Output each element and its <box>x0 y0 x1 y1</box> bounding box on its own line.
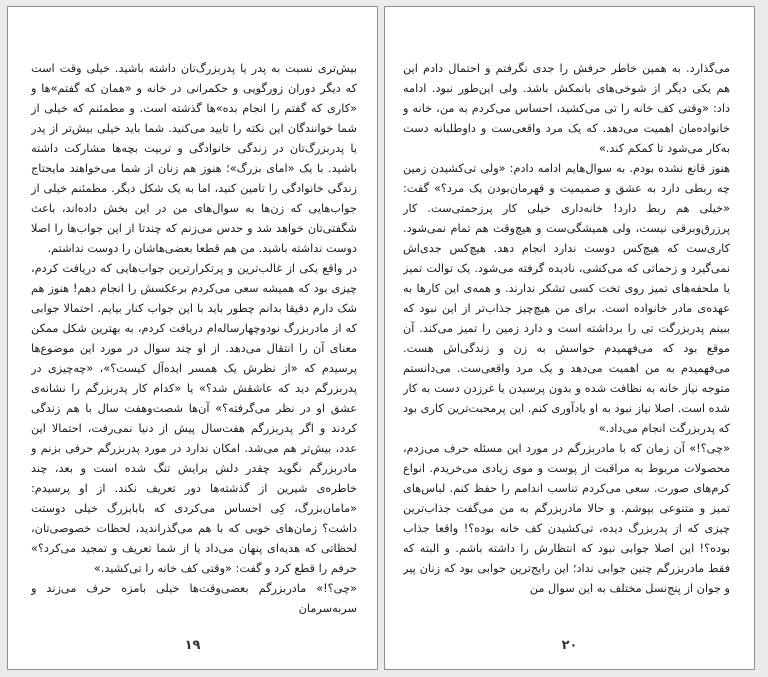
paragraph: «چی؟!» آن زمان که با مادربزرگم در مورد این مسئله حرف می‌زدم، محصولات مربوط به مراقبت از پوست و موی زیادی می‌خریدم. انواع کرم‌های صورت. سعی می‌کردم تناسب اندامم را حفظ کنم. لباس‌های تمیز و متنوعی بپوشم. و حالا مادربزرگم به من می‌گفت جذاب‌ترین چیزی که از پدربزرگ دیده، تی‌کشیدن کف خانه بوده؟! واقعا جذاب بوده؟! این اصلا جوابی نبود که انتظارش را داشته باشم. و البته که فقط مادربزرگم چنین جوابی نداد؛ این رایج‌ترین جوابی بود که زنان پیر و جوان از پنج‌نسل مختلف به این سوال من <box>403 442 730 595</box>
right-page <box>384 6 755 670</box>
right-page-text <box>403 59 730 623</box>
paragraph: بیش‌تری نسبت به پدر یا پدربزرگ‌تان داشته باشید. خیلی وقت است که دیگر دوران زورگویی و حکمرانی در خانه و «همان که گفتم»ها و «کاری که گفتم را انجام بده»ها گذشته است. و مطمئنم که خیلی از شما خوانندگان این نکته را تایید می‌کنید. شما باید خیلی بیش‌تر از پدر یا پدربزرگ‌تان در زندگی خانوادگی و تربیت بچه‌ها مشارکت داشته باشید. با یک «امای بزرگ»؛ هنوز هم زنان از شما می‌خواهند مایحتاج زندگی خانوادگی را تامین کنید، اما به یک شکل دیگر. مطمئنم خیلی از جواب‌هایی که زن‌ها به سوال‌های من در این بخش داده‌اند، باعث شگفتی‌تان خواهد شد و حدس می‌زنم که چندتا از این جواب‌ها را اصلا دوست نداشته باشید. من هم قطعا بعضی‌هاشان را دوست نداشتم. <box>31 62 357 255</box>
page-number: ۱۹ <box>184 638 201 653</box>
paragraph: می‌گذارد. به همین خاطر حرفش را جدی نگرفتم و احتمال دادم این هم یکی دیگر از شوخی‌های بانمکش باشد. ولی این‌طور نبود. ادامه داد: «وقتی کف خانه را تی می‌کشید، احساس می‌کردم به من، خانه و خانواده‌مان اهمیت می‌دهد. که یک مرد واقعی‌ست و داوطلبانه دست به‌کار می‌شود تا کمکم کند.» <box>403 62 730 155</box>
left-page <box>7 6 378 670</box>
page-number: ۲۰ <box>561 638 578 653</box>
left-page-text <box>31 59 357 623</box>
paragraph: «چی؟!» مادربزرگم بعضی‌وقت‌ها خیلی بامزه حرف می‌زند و سربه‌سرمان <box>31 582 357 615</box>
paragraph: در واقع یکی از غالب‌ترین و پرتکرارترین جواب‌هایی که دریافت کردم، چیزی بود که همیشه سعی می‌کردم برعکسش را انجام دهم! هنوز هم شک دارم دقیقا بدانم چطور باید با این جواب کنار بیایم. احتمالا جوابی که از مادربزرگ نودوچهارساله‌ام دریافت کردم، به بهترین شکل ممکن معنای آن را انتقال می‌دهد. از او چند سوال در مورد این موضوع‌ها پرسیدم که «از نظرش یک همسر ایده‌آل کیست؟»، «چه‌چیزی در پدربزرگم دید که عاشقش شد؟» یا «کدام کار پدربزرگم را نشانه‌ی عشق او در نظر می‌گرفته؟» آن‌ها شصت‌وهفت سال با هم زندگی کردند و اگر پدربزرگم هفت‌سال پیش از دنیا نمی‌رفت، احتمالا این عدد، بیش‌تر هم می‌شد. امکان ندارد در مورد پدربزرگم حرفی بزنم و مادربزرگم نگوید چقدر دلش برایش تنگ شده است و بعد، چند خاطره‌ی شیرین از گذشته‌ها دور تعریف نکند. از او پرسیدم: «مامان‌بزرگ، کِی احساس می‌کردی که بابابزرگ خیلی دوستت داشت؟ زمان‌های خوبی که با هم می‌گذراندید، لحظات خصوصی‌تان، لحظاتی که هدیه‌ای پنهان می‌داد یا از شما تعریف و تمجید می‌کرد؟» حرفم را قطع کرد و گفت: «وقتی کف خانه را تی‌کشید.» <box>31 262 357 575</box>
paragraph: هنوز قانع نشده بودم. به سوال‌هایم ادامه دادم: «ولی تی‌کشیدن زمین چه ربطی دارد به عشق و صمیمیت و قهرمان‌بودن یک مرد؟» گفت: «خیلی هم ربط دارد! خانه‌داری خیلی کار پرزحمتی‌ست. کار پرزرق‌وبرقی نیست، ولی همیشگی‌ست و هیچ‌وقت هم تمام نمی‌شود. کاری‌ست که هیچ‌کس دوست ندارد انجام دهد. هیچ‌کس جدی‌اش نمی‌گیرد و زحماتی که می‌کشی، نادیده گرفته می‌شود. یک توالت تمیز یا ملحفه‌های تمیز روی تخت کسی تشکر ندارند. و همه‌ی این کارها به عهده‌ی مادر خانواده است. برای من هیچ‌چیز جذاب‌تر از این نبود که ببینم پدربزرگت تی را برداشته است و دارد زمین را تمیز می‌کند. آن موقع بود که می‌فهمیدم حواسش به زن و زندگی‌اش هست. می‌فهمیدم به من اهمیت می‌دهد و یک مرد واقعی‌ست. می‌دانستم متوجه نیاز خانه به نظافت شده و بدون پرسیدن یا غرزدن دست به کار شده است. اصلا نیاز نبود به او یادآوری کنم. این پرمحبت‌ترین کاری بود که پدربزرگت انجام می‌داد.» <box>403 162 730 435</box>
